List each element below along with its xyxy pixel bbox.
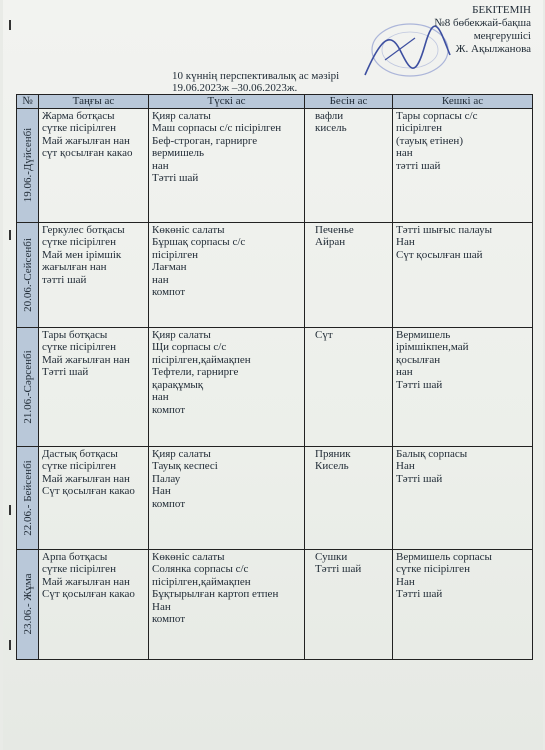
menu-item: Май жағылған нан [42, 575, 130, 588]
menu-item: пісірілген,қаймақпен [152, 575, 251, 588]
breakfast-cell [39, 549, 149, 659]
snack-cell [305, 108, 393, 222]
menu-item: Май жағылған нан [42, 134, 130, 147]
menu-item: Тәтті шай [396, 378, 443, 391]
menu-item: Тәтті шай [315, 563, 362, 575]
menu-item: Бұқтырылған картоп етпен [152, 588, 279, 600]
menu-item: Нан [396, 460, 415, 472]
lunch-cell [149, 327, 305, 446]
menu-item: сүт қосылған какао [42, 147, 133, 159]
dinner-cell [393, 327, 533, 446]
menu-item: Солянка сорпасы с/с [152, 563, 249, 575]
snack-cell [305, 549, 393, 659]
menu-item: Сүт қосылған какао [42, 588, 135, 600]
menu-item: Қияр салаты [152, 328, 211, 341]
snack-cell [305, 222, 393, 327]
column-header: Кешкі ас [393, 95, 533, 109]
approval-title: БЕКІТЕМІН [472, 4, 531, 16]
menu-item: Тәтті шай [42, 366, 89, 378]
menu-table [16, 94, 533, 660]
menu-item: Май жағылған нан [42, 472, 130, 485]
menu-item: сүтке пісірілген [42, 341, 116, 353]
scan-edge-mark [9, 20, 11, 30]
day-cell [17, 549, 39, 659]
day-label: 22.06.- Бейсенбі [21, 459, 34, 536]
menu-item: компот [152, 403, 186, 416]
menu-item: Беф-строган, гарнирге [152, 134, 258, 147]
menu-item: пісірілген [152, 248, 199, 261]
menu-item: Геркулес ботқасы [42, 223, 125, 236]
menu-item: Маш сорпасы с/с пісірілген [152, 122, 282, 134]
table-row [17, 549, 533, 659]
menu-item: сүтке пісірілген [42, 236, 116, 248]
menu-item: Дастық ботқасы [42, 447, 118, 460]
menu-item: Кисель [315, 460, 349, 472]
menu-item: Вермишель [396, 328, 451, 341]
menu-item: Тәтті шай [396, 588, 443, 600]
menu-item: вафли [315, 109, 344, 122]
menu-item: Қияр салаты [152, 447, 211, 460]
lunch-cell [149, 222, 305, 327]
menu-item: Сүт қосылған какао [42, 485, 135, 497]
menu-item: Тәтті шығыс палауы [396, 223, 492, 236]
menu-item: Тары сорпасы с/с [396, 109, 478, 122]
menu-item: қарақұмық [152, 378, 204, 391]
column-header: № [17, 95, 39, 109]
menu-item: компот [152, 613, 186, 625]
breakfast-cell [39, 222, 149, 327]
dinner-cell [393, 446, 533, 549]
menu-item: Май мен ірімшік [42, 248, 122, 261]
menu-item: жағылған нан [42, 261, 107, 273]
menu-item: вермишель [152, 147, 205, 159]
snack-cell [305, 446, 393, 549]
lunch-cell [149, 446, 305, 549]
menu-item: Сүт [315, 328, 333, 341]
menu-item: Нан [396, 236, 415, 248]
menu-item: нан [152, 391, 169, 403]
day-cell [17, 327, 39, 446]
menu-item: Жарма ботқасы [42, 109, 115, 122]
breakfast-cell [39, 327, 149, 446]
menu-item: Лағман [152, 261, 187, 273]
menu-item: компот [152, 497, 186, 510]
snack-cell [305, 327, 393, 446]
menu-item: Тары ботқасы [42, 328, 108, 341]
menu-item: қосылған [396, 353, 441, 366]
title-line: 10 күннің перспективалық ас мәзірі [172, 70, 340, 82]
day-cell [17, 108, 39, 222]
menu-item: пісірілген [396, 122, 443, 134]
menu-item: нан [396, 366, 413, 378]
day-label: 20.06.-Сейсенбі [21, 237, 34, 312]
menu-item: Қияр салаты [152, 109, 211, 122]
lunch-cell [149, 549, 305, 659]
menu-item: нан [152, 273, 169, 286]
day-label: 23.06.- Жұма [21, 573, 34, 635]
menu-item: Көкөніс салаты [152, 223, 225, 236]
scan-edge-mark [9, 640, 11, 650]
approval-line: Ж. Ақылжанова [455, 43, 531, 55]
dinner-cell [393, 222, 533, 327]
dinner-cell [393, 549, 533, 659]
menu-item: сүтке пісірілген [42, 122, 116, 134]
menu-item: Нан [152, 600, 171, 613]
breakfast-cell [39, 446, 149, 549]
menu-item: сүтке пісірілген [42, 460, 116, 472]
menu-item: нан [396, 147, 413, 159]
menu-item: Печенье [315, 223, 354, 236]
scan-edge-mark [9, 230, 11, 240]
table-row [17, 446, 533, 549]
column-header: Бесін ас [305, 95, 393, 109]
menu-item: Тефтели, гарнирге [152, 366, 239, 378]
menu-item: Сүт қосылған шай [396, 248, 483, 261]
day-cell [17, 222, 39, 327]
menu-item: ірімшікпен,май [396, 341, 469, 353]
day-cell [17, 446, 39, 549]
menu-item: Айран [315, 236, 346, 248]
menu-item: Сушки [315, 550, 348, 563]
table-header-row [17, 95, 533, 109]
menu-item: пісірілген,қаймақпен [152, 353, 251, 366]
column-header: Түскі ас [149, 95, 305, 109]
menu-item: тәтті шай [42, 273, 87, 286]
menu-item: Май жағылған нан [42, 353, 130, 366]
menu-item: Көкөніс салаты [152, 550, 225, 563]
menu-item: нан [152, 159, 169, 172]
menu-item: Арпа ботқасы [42, 550, 108, 563]
table-row [17, 108, 533, 222]
dinner-cell [393, 108, 533, 222]
menu-item: тәтті шай [396, 159, 441, 172]
menu-item: сүтке пісірілген [396, 563, 470, 575]
approval-line: №8 бөбекжай-бақша [434, 17, 531, 29]
menu-item: Тауық кеспесі [152, 460, 218, 472]
column-header: Таңғы ас [39, 95, 149, 109]
day-label: 19.06.-Дүйсенбі [21, 127, 34, 203]
table-row [17, 327, 533, 446]
menu-item: кисель [315, 122, 347, 134]
date-range: 19.06.2023ж –30.06.2023ж. [172, 82, 298, 94]
menu-item: Вермишель сорпасы [396, 550, 492, 563]
menu-item: компот [152, 286, 186, 298]
table-row [17, 222, 533, 327]
day-label: 21.06.-Сәрсенбі [21, 349, 34, 424]
menu-item: Палау [152, 472, 181, 485]
menu-item: Балық сорпасы [396, 447, 468, 460]
scan-edge-mark [9, 505, 11, 515]
menu-item: Нан [396, 575, 415, 588]
menu-item: Нан [152, 485, 171, 497]
menu-item: Бұршақ сорпасы с/с [152, 236, 246, 248]
menu-item: сүтке пісірілген [42, 563, 116, 575]
menu-item: Пряник [315, 447, 351, 460]
lunch-cell [149, 108, 305, 222]
breakfast-cell [39, 108, 149, 222]
menu-item: (тауық етінен) [396, 134, 463, 147]
document-title [172, 70, 339, 94]
approval-line: меңгерушісі [473, 30, 531, 42]
menu-item: Тәтті шай [396, 472, 443, 485]
menu-item: Тәтті шай [152, 172, 199, 184]
approval-block [434, 4, 531, 56]
menu-item: Щи сорпасы с/с [152, 341, 227, 353]
